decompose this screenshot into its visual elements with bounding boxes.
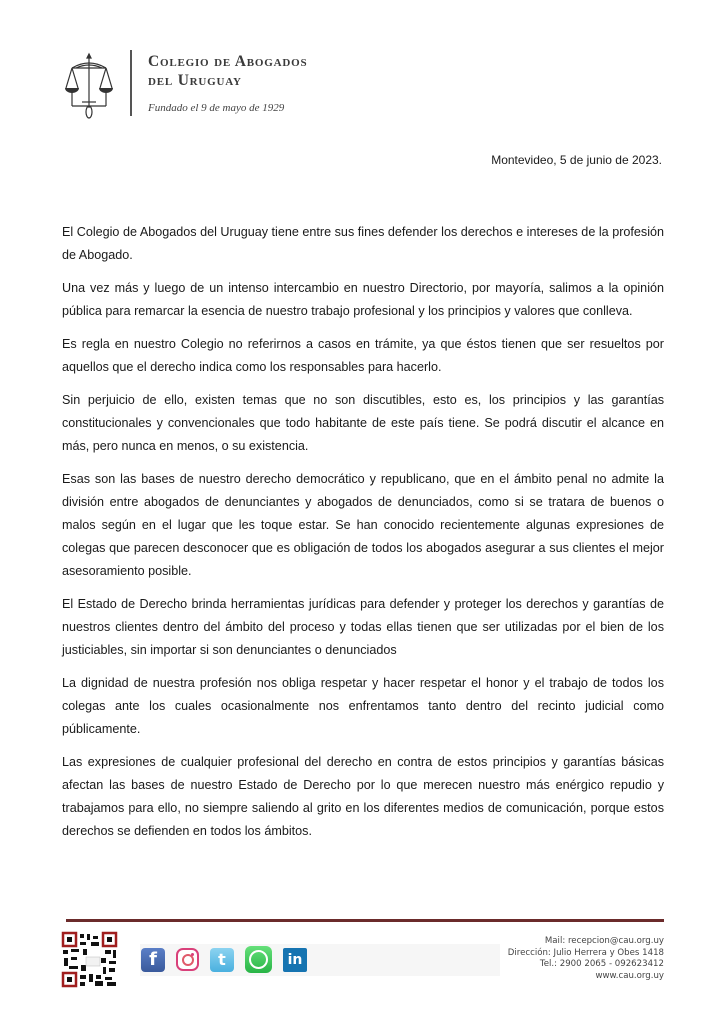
- org-name-line1: Colegio de Abogados: [148, 53, 308, 70]
- contact-mail[interactable]: Mail: recepcion@cau.org.uy: [544, 936, 664, 946]
- letter-body: [62, 221, 664, 853]
- org-name-line2: del Uruguay: [148, 72, 242, 89]
- whatsapp-bubble: [249, 950, 268, 969]
- paragraph: El Estado de Derecho brinda herramientas jurídicas para defender y proteger los derechos y garantías de nuestros clientes dentro del ámbito del proceso y todas ellas tienen que ser utilizadas por el bien de los justiciables, sin importar si son denunciantes o denunciados: [62, 597, 664, 657]
- contact-info: [508, 936, 664, 982]
- linkedin-icon[interactable]: [283, 948, 307, 972]
- logo-divider: [130, 50, 132, 116]
- org-founded: Fundado el 9 de mayo de 1929: [148, 102, 285, 114]
- facebook-icon[interactable]: [141, 948, 165, 972]
- whatsapp-icon[interactable]: [245, 946, 272, 973]
- paragraph: Las expresiones de cualquier profesional del derecho en contra de estos principios y garantías básicas afectan las bases de nuestro Estado de Derecho por lo que merecen nuestro más enérgico repudio y trabajamos para ello, no siempre saliendo al grito en los diferentes medios de comunicación, porque estos derechos se defienden en todos los ámbitos.: [62, 755, 664, 838]
- social-links: [141, 946, 307, 973]
- facebook-glyph: f: [149, 949, 157, 970]
- contact-web[interactable]: www.cau.org.uy: [595, 970, 664, 981]
- qr-code-icon[interactable]: [61, 931, 118, 988]
- org-block: [148, 52, 408, 114]
- instagram-dot: [191, 953, 194, 956]
- paragraph: Es regla en nuestro Colegio no referirnos a casos en trámite, ya que éstos tienen que ser resueltos por aquellos que el derecho indica como los responsables para hacerlo.: [62, 337, 664, 374]
- letterhead: [64, 50, 308, 122]
- footer-divider: [66, 919, 664, 922]
- scales-of-justice-icon: [64, 50, 114, 122]
- paragraph: Esas son las bases de nuestro derecho democrático y republicano, que en el ámbito penal no admite la división entre abogados de denunciantes y abogados de denunciados, como si se tratara de buenos o malos según en el lugar que les toque estar. Se han conocido recientemente algunas expresiones de colegas que parecen desconocer que es obligación de todos los abogados asegurar a sus clientes el mejor asesoramiento posible.: [62, 472, 664, 578]
- twitter-glyph: t: [218, 950, 226, 969]
- paragraph: La dignidad de nuestra profesión nos obliga respetar y hacer respetar el honor y el trabajo de todos los colegas ante los cuales ocasionalmente nos enfrentamos tanto dentro del recinto judicial como públicamente.: [62, 676, 664, 736]
- paragraph: Sin perjuicio de ello, existen temas que no son discutibles, esto es, los principios y las garantías constitucionales y convencionales que todo habitante de este país tiene. Se podrá discutir el alcance en más, pero nunca en menos, o su existencia.: [62, 393, 664, 453]
- contact-phone: Tel.: 2900 2065 - 092623412: [539, 959, 664, 969]
- paragraph: El Colegio de Abogados del Uruguay tiene entre sus fines defender los derechos e intereses de la profesión de Abogado.: [62, 225, 664, 262]
- linkedin-glyph: in: [287, 951, 303, 968]
- letter-date: Montevideo, 5 de junio de 2023.: [491, 153, 662, 167]
- instagram-icon[interactable]: [176, 948, 199, 971]
- twitter-icon[interactable]: [210, 948, 234, 972]
- paragraph: Una vez más y luego de un intenso intercambio en nuestro Directorio, por mayoría, salimos a la opinión pública para remarcar la esencia de nuestro trabajo profesional y los principios y valores que conlleva.: [62, 281, 664, 318]
- contact-address: Dirección: Julio Herrera y Obes 1418: [507, 947, 664, 958]
